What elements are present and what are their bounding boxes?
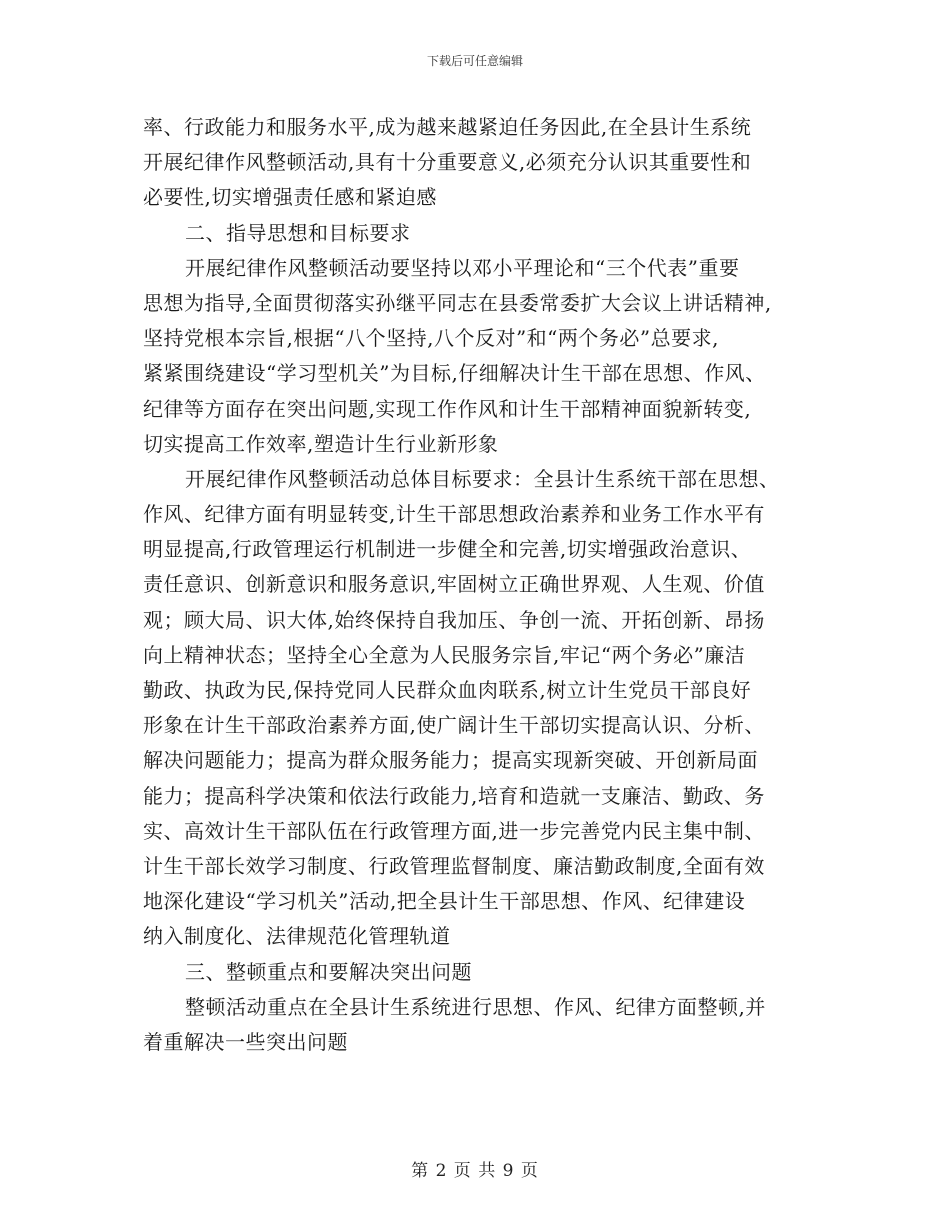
paragraph-line: 率、行政能力和服务水平,成为越来越紧迫任务因此,在全县计生系统 (143, 115, 752, 139)
paragraph-line: 着重解决一些突出问题 (143, 1029, 348, 1054)
paragraph-line: 责任意识、创新意识和服务意识,牢固树立正确世界观、人生观、价值 (143, 572, 765, 597)
paragraph-line: 切实提高工作效率,塑造计生行业新形象 (143, 431, 499, 456)
paragraph-line: 地深化建设“学习机关”活动,把全县计生干部思想、作风、纪律建设 (143, 889, 746, 914)
paragraph-line: 开展纪律作风整顿活动要坚持以邓小平理论和“三个代表”重要 (185, 255, 740, 280)
document-body (143, 110, 815, 1060)
paragraph-line: 能力；提高科学决策和依法行政能力,培育和造就一支廉洁、勤政、务 (143, 783, 765, 808)
paragraph-line: 计生干部长效学习制度、行政管理监督制度、廉洁勤政制度,全面有效 (143, 853, 765, 878)
paragraph-line: 纪律等方面存在突出问题,实现工作作风和计生干部精神面貌新转变, (143, 396, 752, 421)
paragraph-line: 勤政、执政为民,保持党同人民群众血肉联系,树立计生党员干部良好 (143, 678, 752, 702)
paragraph-line: 开展纪律作风整顿活动,具有十分重要意义,必须充分认识其重要性和 (143, 150, 752, 175)
paragraph-line: 整顿活动重点在全县计生系统进行思想、作风、纪律方面整顿,并 (185, 994, 766, 1019)
paragraph-line: 明显提高,行政管理运行机制进一步健全和完善,切实增强政治意识、 (143, 537, 752, 562)
paragraph-line: 必要性,切实增强责任感和紧迫感 (143, 185, 437, 210)
paragraph-line: 解决问题能力；提高为群众服务能力；提高实现新突破、开创新局面 (143, 748, 758, 773)
paragraph-line: 向上精神状态；坚持全心全意为人民服务宗旨,牢记“两个务必”廉洁 (143, 642, 746, 667)
page-header-note: 下载后可任意编辑 (426, 54, 523, 68)
paragraph-line: 作风、纪律方面有明显转变,计生干部思想政治素养和业务工作水平有 (143, 502, 765, 527)
section-heading: 二、指导思想和目标要求 (185, 220, 411, 245)
paragraph-line: 坚持党根本宗旨,根据“八个坚持,八个反对”和“两个务必”总要求, (143, 326, 719, 351)
section-heading: 三、整顿重点和要解决突出问题 (185, 959, 472, 984)
paragraph-line: 开展纪律作风整顿活动总体目标要求：全县计生系统干部在思想、 (185, 466, 780, 491)
paragraph-line: 紧紧围绕建设“学习型机关”为目标,仔细解决计生干部在思想、作风、 (143, 361, 766, 386)
paragraph-line: 思想为指导,全面贯彻落实孙继平同志在县委常委扩大会议上讲话精神, (143, 290, 772, 315)
page-number: 第 2 页 共 9 页 (411, 1161, 539, 1181)
paragraph-line: 观；顾大局、识大体,始终保持自我加压、争创一流、开拓创新、昂扬 (143, 607, 765, 632)
paragraph-line: 纳入制度化、法律规范化管理轨道 (143, 924, 451, 949)
paragraph-line: 实、高效计生干部队伍在行政管理方面,进一步完善党内民主集中制、 (143, 818, 765, 843)
paragraph-line: 形象在计生干部政治素养方面,使广阔计生干部切实提高认识、分析、 (143, 713, 765, 738)
